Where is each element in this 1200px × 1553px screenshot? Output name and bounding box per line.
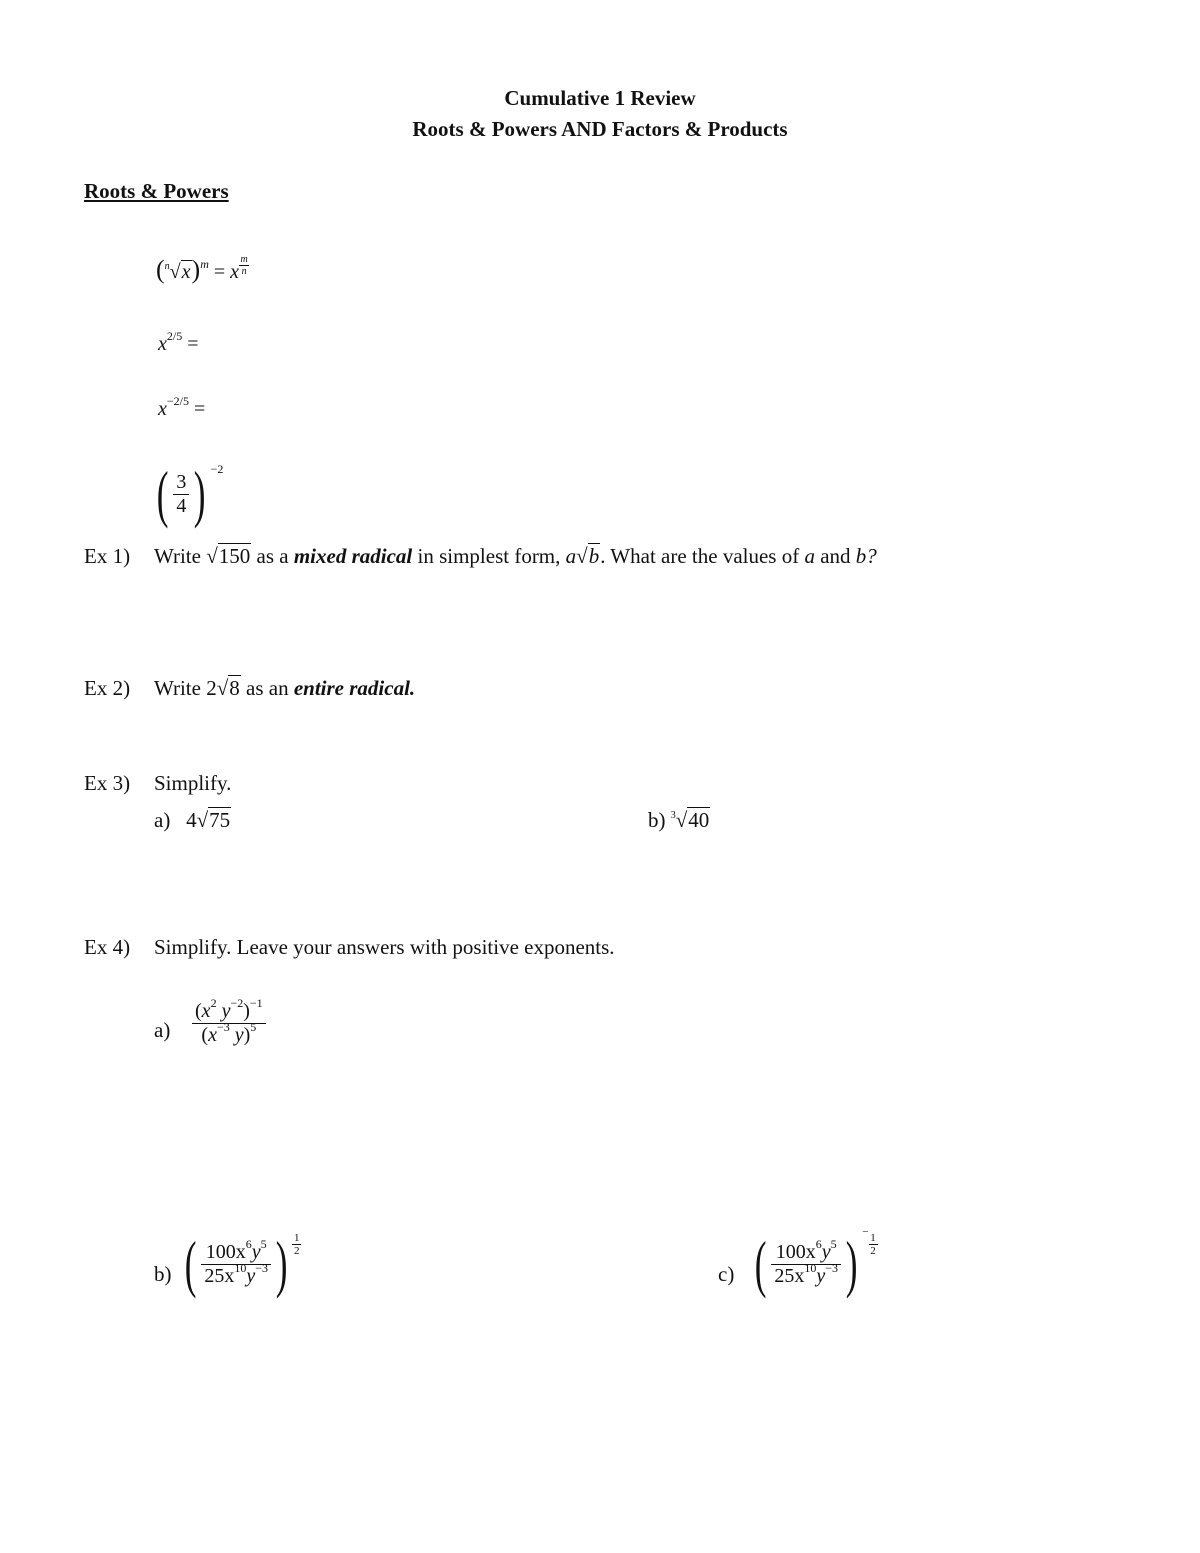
ex3-part-b: b) $^3$√40 (648, 808, 710, 832)
rule-x-two-fifths: $x^{2/5}$ = (158, 329, 199, 355)
page-subtitle: Roots & Powers AND Factors & Products (412, 117, 788, 141)
rule-three-fourths-neg-two: ( $\frac{3}{4}$ ) $^{-2}$ (156, 458, 224, 529)
ex3-label: Ex 3) (84, 771, 131, 795)
ex4-part-a-label: a) (154, 1018, 171, 1042)
ex4-part-a-expression: $\frac{(x^2 y^{-2})^{-1}}{(x^{-3} y)^5}$ (192, 1000, 266, 1047)
ex1-question: Write √150 as a mixed radical in simplest form, a√b. What are the values of a and b? (154, 544, 877, 568)
ex4-instruction: Simplify. Leave your answers with positive exponents. (154, 935, 615, 959)
ex4-part-b-expression: ( $\frac{100x^6y^5}{25x^{10}y^{-3}}$ ) $\frac{1}{2}$ (184, 1228, 300, 1299)
ex1-label: Ex 1) (84, 544, 131, 568)
ex4-part-c-expression: ( $\frac{100x^6y^5}{25x^{10}y^{-3}}$ ) − $\frac{1}{2}$ (754, 1225, 876, 1299)
ex2-question: Write 2√8 as an entire radical. (154, 676, 416, 700)
ex2-label: Ex 2) (84, 676, 131, 700)
rule-radical-to-rational: $(^n√x)^m = x$ $\frac{m}{n}$ (156, 254, 248, 284)
ex4-part-c-label: c) (718, 1262, 735, 1286)
rule-x-neg-two-fifths: $x^{-2/5}$ = (158, 394, 206, 420)
ex4-label: Ex 4) (84, 935, 131, 959)
page-title: Cumulative 1 Review (504, 86, 696, 110)
ex3-instruction: Simplify. (154, 771, 232, 795)
ex3-part-a: a) 4√75 (154, 808, 231, 832)
section-heading-roots-powers: Roots & Powers (84, 179, 229, 203)
ex4-part-b-label: b) (154, 1262, 172, 1286)
